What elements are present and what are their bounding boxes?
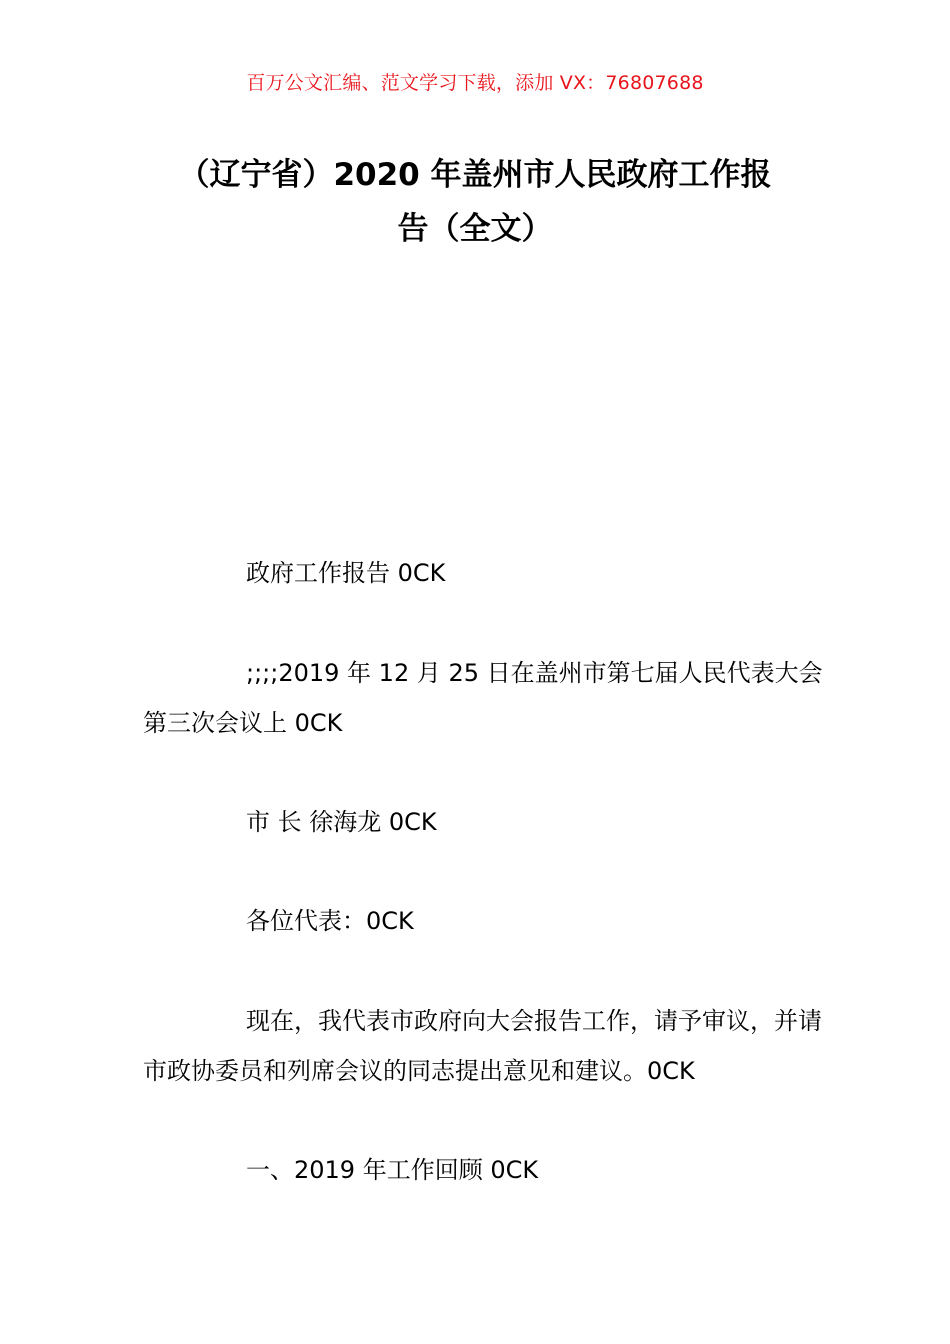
paragraph-salutation: 各位代表：0CK: [246, 907, 414, 935]
paragraph-meeting-date: ;;;;2019 年 12 月 25 日在盖州市第七届人民代表大会第三次会议上 0CK: [143, 659, 823, 737]
title-line-1: （辽宁省）2020 年盖州市人民政府工作报: [178, 157, 772, 193]
paragraph-intro: 现在，我代表市政府向大会报告工作，请予审议，并请市政协委员和列席会议的同志提出意见和建议。0CK: [143, 1007, 822, 1085]
paragraph-report-label: 政府工作报告 0CK: [246, 559, 446, 587]
title-line-2: 告（全文）: [397, 211, 553, 247]
header-banner: 百万公文汇编、范文学习下载，添加 VX：76807688: [246, 72, 704, 94]
paragraph-mayor: 市 长 徐海龙 0CK: [246, 808, 437, 836]
section-heading-review: 一、2019 年工作回顾 0CK: [246, 1156, 539, 1184]
document-title: [140, 148, 810, 256]
